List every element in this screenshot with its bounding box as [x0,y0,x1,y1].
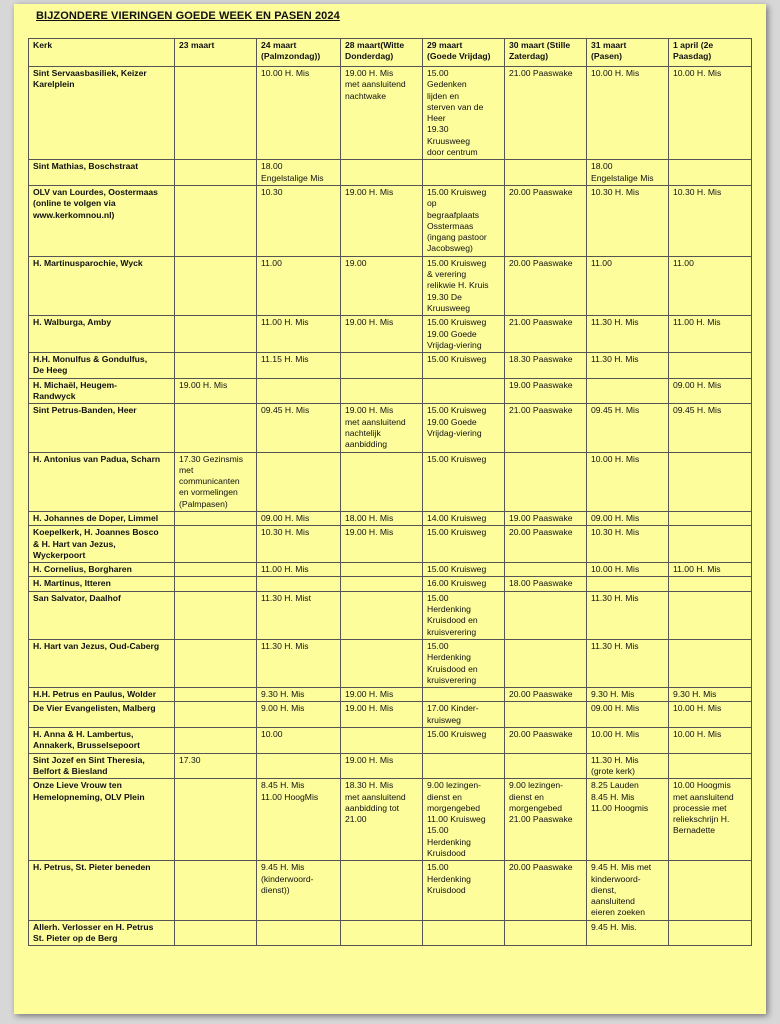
service-time-cell: 17.30 Gezinsmis met communicanten en vormelingen (Palmpasen) [175,452,257,511]
table-row [29,779,752,861]
service-time-cell: 9.45 H. Mis (kinderwoord- dienst)) [257,861,341,920]
service-time-cell: 11.00 H. Mis [257,316,341,353]
service-time-cell [669,861,752,920]
service-time-cell [341,639,423,687]
service-time-cell [341,861,423,920]
service-time-cell: 10.00 H. Mis [669,728,752,754]
service-time-cell [175,160,257,186]
service-time-cell: 17.00 Kinder- kruisweg [423,702,505,728]
service-time-cell: 10.00 H. Mis [587,563,669,577]
service-time-cell [257,753,341,779]
service-time-cell: 18.00 H. Mis [341,511,423,525]
service-time-cell [257,577,341,591]
service-time-cell [341,378,423,404]
table-row [29,511,752,525]
service-time-cell [423,378,505,404]
church-name-cell: H. Petrus, St. Pieter beneden [29,861,175,920]
table-header-row [29,39,752,67]
church-name-cell: San Salvator, Daalhof [29,591,175,639]
service-time-cell [669,920,752,946]
church-name-cell: Sint Jozef en Sint Theresia, Belfort & Biesland [29,753,175,779]
service-time-cell: 9.00 lezingen- dienst en morgengebed 21.00 Paaswake [505,779,587,861]
service-time-cell: 17.30 [175,753,257,779]
service-time-cell: 15.00 Gedenken lijden en sterven van de Heer 19.30 Kruusweeg door centrum [423,67,505,160]
service-time-cell [175,779,257,861]
service-time-cell [341,353,423,379]
church-name-cell: Sint Servaasbasiliek, Keizer Karelplein [29,67,175,160]
service-time-cell [341,577,423,591]
service-time-cell [257,452,341,511]
service-time-cell: 20.00 Paaswake [505,861,587,920]
service-time-cell [505,753,587,779]
service-time-cell [669,452,752,511]
service-time-cell: 10.30 H. Mis [669,185,752,256]
service-time-cell: 19.00 Paaswake [505,511,587,525]
service-time-cell: 18.00 Paaswake [505,577,587,591]
table-row [29,378,752,404]
table-row [29,67,752,160]
service-time-cell: 09.45 H. Mis [669,404,752,452]
service-time-cell [257,378,341,404]
table-row [29,591,752,639]
service-time-cell: 09.00 H. Mis [587,511,669,525]
service-time-cell [175,256,257,315]
service-time-cell: 18.30 H. Mis met aansluitend aanbidding tot 21.00 [341,779,423,861]
church-name-cell: De Vier Evangelisten, Malberg [29,702,175,728]
service-time-cell: 9.00 H. Mis [257,702,341,728]
service-time-cell: 11.30 H. Mis [587,316,669,353]
service-time-cell: 20.00 Paaswake [505,185,587,256]
service-time-cell: 15.00 Herdenking Kruisdood [423,861,505,920]
service-time-cell: 20.00 Paaswake [505,688,587,702]
service-time-cell: 19.00 H. Mis [341,526,423,563]
service-time-cell [505,920,587,946]
service-time-cell: 21.00 Paaswake [505,316,587,353]
church-name-cell: H.H. Monulfus & Gondulfus, De Heeg [29,353,175,379]
service-time-cell: 21.00 Paaswake [505,67,587,160]
service-time-cell [175,577,257,591]
service-time-cell: 19.00 H. Mis [341,185,423,256]
service-time-cell: 15.00 Kruisweg [423,563,505,577]
service-time-cell: 10.30 [257,185,341,256]
service-time-cell [175,688,257,702]
church-name-cell: H. Walburga, Amby [29,316,175,353]
table-row [29,920,752,946]
service-time-cell: 18.30 Paaswake [505,353,587,379]
service-time-cell: 9.30 H. Mis [257,688,341,702]
service-time-cell: 11.30 H. Mist [257,591,341,639]
church-name-cell: Sint Mathias, Boschstraat [29,160,175,186]
service-time-cell: 11.30 H. Mis [587,591,669,639]
schedule-table [28,38,752,946]
service-time-cell: 10.00 H. Mis [669,702,752,728]
service-time-cell: 9.30 H. Mis [587,688,669,702]
service-time-cell: 15.00 Kruisweg & verering relikwie H. Kruis 19.30 De Kruusweeg [423,256,505,315]
service-time-cell: 9.00 lezingen- dienst en morgengebed 11.00 Kruisweg 15.00 Herdenking Kruisdood [423,779,505,861]
service-time-cell: 19.00 H. Mis [341,753,423,779]
service-time-cell [341,728,423,754]
service-time-cell [175,702,257,728]
service-time-cell [341,452,423,511]
service-time-cell: 11.00 H. Mis [669,563,752,577]
service-time-cell: 16.00 Kruisweg [423,577,505,591]
service-time-cell: 9.45 H. Mis met kinderwoord- dienst, aansluitend eieren zoeken [587,861,669,920]
service-time-cell: 8.25 Lauden 8.45 H. Mis 11.00 Hoogmis [587,779,669,861]
service-time-cell [587,378,669,404]
service-time-cell: 19.00 H. Mis met aansluitend nachtwake [341,67,423,160]
service-time-cell: 09.45 H. Mis [257,404,341,452]
service-time-cell: 10.30 H. Mis [587,185,669,256]
church-name-cell: Sint Petrus-Banden, Heer [29,404,175,452]
service-time-cell: 10.30 H. Mis [587,526,669,563]
service-time-cell [175,185,257,256]
service-time-cell [423,920,505,946]
service-time-cell: 10.00 Hoogmis met aansluitend processie met reliekschrijn H. Bernadette [669,779,752,861]
service-time-cell: 9.30 H. Mis [669,688,752,702]
service-time-cell [505,452,587,511]
church-name-cell: Onze Lieve Vrouw ten Hemelopneming, OLV Plein [29,779,175,861]
service-time-cell [175,67,257,160]
table-row [29,702,752,728]
service-time-cell: 11.00 H. Mis [669,316,752,353]
service-time-cell: 11.00 [669,256,752,315]
table-row [29,526,752,563]
service-time-cell: 15.00 Kruisweg 19.00 Goede Vrijdag-viering [423,404,505,452]
church-name-cell: H. Anna & H. Lambertus, Annakerk, Brusselsepoort [29,728,175,754]
service-time-cell [175,861,257,920]
service-time-cell: 10.00 H. Mis [669,67,752,160]
service-time-cell: 19.00 Paaswake [505,378,587,404]
column-header: 28 maart(Witte Donderdag) [341,39,423,67]
service-time-cell: 10.00 H. Mis [257,67,341,160]
service-time-cell [175,591,257,639]
service-time-cell [669,577,752,591]
service-time-cell: 11.30 H. Mis [257,639,341,687]
table-row [29,753,752,779]
church-name-cell: H. Johannes de Doper, Limmel [29,511,175,525]
service-time-cell: 19.00 H. Mis [341,688,423,702]
service-time-cell: 10.00 H. Mis [587,67,669,160]
service-time-cell [257,920,341,946]
column-header: 1 april (2e Paasdag) [669,39,752,67]
service-time-cell [669,353,752,379]
service-time-cell: 10.00 [257,728,341,754]
service-time-cell: 15.00 Herdenking Kruisdood en kruisverering [423,591,505,639]
service-time-cell: 15.00 Kruisweg [423,452,505,511]
service-time-cell: 11.30 H. Mis [587,353,669,379]
church-name-cell: H.H. Petrus en Paulus, Wolder [29,688,175,702]
service-time-cell [669,591,752,639]
service-time-cell [423,160,505,186]
service-time-cell [175,728,257,754]
church-name-cell: H. Martinus, Itteren [29,577,175,591]
service-time-cell: 15.00 Kruisweg 19.00 Goede Vrijdag-viering [423,316,505,353]
church-name-cell: H. Cornelius, Borgharen [29,563,175,577]
table-row [29,316,752,353]
service-time-cell [669,753,752,779]
service-time-cell [175,526,257,563]
service-time-cell: 15.00 Herdenking Kruisdood en kruisverering [423,639,505,687]
service-time-cell: 20.00 Paaswake [505,728,587,754]
service-time-cell: 8.45 H. Mis 11.00 HoogMis [257,779,341,861]
church-name-cell: H. Hart van Jezus, Oud-Caberg [29,639,175,687]
service-time-cell [341,920,423,946]
service-time-cell [341,591,423,639]
column-header: 30 maart (Stille Zaterdag) [505,39,587,67]
service-time-cell [505,160,587,186]
service-time-cell: 11.15 H. Mis [257,353,341,379]
service-time-cell [505,639,587,687]
service-time-cell: 20.00 Paaswake [505,526,587,563]
service-time-cell: 20.00 Paaswake [505,256,587,315]
service-time-cell [175,316,257,353]
table-row [29,563,752,577]
service-time-cell: 15.00 Kruisweg op begraafplaats Osstermaas (ingang pastoor Jacobsweg) [423,185,505,256]
table-row [29,639,752,687]
service-time-cell [175,563,257,577]
column-header: Kerk [29,39,175,67]
service-time-cell: 15.00 Kruisweg [423,353,505,379]
service-time-cell [341,563,423,577]
service-time-cell [505,563,587,577]
service-time-cell [669,639,752,687]
service-time-cell: 09.00 H. Mis [587,702,669,728]
service-time-cell [505,591,587,639]
service-time-cell: 19.00 H. Mis [341,316,423,353]
table-row [29,256,752,315]
service-time-cell: 11.30 H. Mis [587,639,669,687]
column-header: 23 maart [175,39,257,67]
table-row [29,404,752,452]
service-time-cell [669,160,752,186]
table-row [29,160,752,186]
table-row [29,353,752,379]
service-time-cell [423,688,505,702]
table-row [29,452,752,511]
table-row [29,577,752,591]
service-time-cell: 18.00 Engelstalige Mis [257,160,341,186]
service-time-cell: 14.00 Kruisweg [423,511,505,525]
church-name-cell: H. Martinusparochie, Wyck [29,256,175,315]
service-time-cell [175,511,257,525]
column-header: 24 maart (Palmzondag)) [257,39,341,67]
service-time-cell: 9.45 H. Mis. [587,920,669,946]
service-time-cell: 19.00 [341,256,423,315]
church-name-cell: Allerh. Verlosser en H. Petrus St. Pieter op de Berg [29,920,175,946]
service-time-cell: 11.00 H. Mis [257,563,341,577]
service-time-cell: 09.00 H. Mis [669,378,752,404]
church-name-cell: H. Antonius van Padua, Scharn [29,452,175,511]
service-time-cell [669,526,752,563]
service-time-cell [587,577,669,591]
service-time-cell: 19.00 H. Mis [341,702,423,728]
service-time-cell [175,404,257,452]
service-time-cell [669,511,752,525]
service-time-cell: 21.00 Paaswake [505,404,587,452]
table-row [29,688,752,702]
church-name-cell: OLV van Lourdes, Oostermaas (online te volgen via www.kerkomnou.nl) [29,185,175,256]
service-time-cell: 11.30 H. Mis (grote kerk) [587,753,669,779]
service-time-cell: 09.45 H. Mis [587,404,669,452]
service-time-cell: 15.00 Kruisweg [423,526,505,563]
service-time-cell: 10.00 H. Mis [587,452,669,511]
service-time-cell [341,160,423,186]
table-row [29,861,752,920]
service-time-cell: 11.00 [587,256,669,315]
column-header: 31 maart (Pasen) [587,39,669,67]
service-time-cell: 19.00 H. Mis met aansluitend nachtelijk aanbidding [341,404,423,452]
document-title: BIJZONDERE VIERINGEN GOEDE WEEK EN PASEN 2024 [36,10,340,22]
service-time-cell: 18.00 Engelstalige Mis [587,160,669,186]
table-row [29,728,752,754]
church-name-cell: Koepelkerk, H. Joannes Bosco & H. Hart van Jezus, Wyckerpoort [29,526,175,563]
service-time-cell: 11.00 [257,256,341,315]
service-time-cell: 10.30 H. Mis [257,526,341,563]
service-time-cell [175,639,257,687]
service-time-cell [423,753,505,779]
column-header: 29 maart (Goede Vrijdag) [423,39,505,67]
service-time-cell: 19.00 H. Mis [175,378,257,404]
service-time-cell: 10.00 H. Mis [587,728,669,754]
church-name-cell: H. Michaël, Heugem- Randwyck [29,378,175,404]
service-time-cell: 09.00 H. Mis [257,511,341,525]
service-time-cell [175,920,257,946]
service-time-cell [505,702,587,728]
service-time-cell: 15.00 Kruisweg [423,728,505,754]
table-row [29,185,752,256]
service-time-cell [175,353,257,379]
